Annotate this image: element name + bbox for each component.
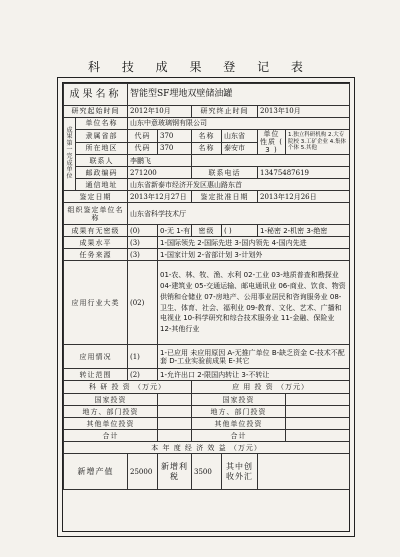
research-invest-title: 科 研 投 资 （万元）	[64, 381, 192, 394]
area-code-label: 代码	[128, 142, 158, 155]
fx-label: 其中创收外汇	[222, 454, 258, 490]
dept-code-value: 370	[158, 130, 192, 143]
dept-label: 隶属省部	[76, 130, 128, 143]
end-time-value: 2013年10月	[258, 106, 350, 118]
fx-value	[258, 454, 350, 490]
phone-label: 联系电话	[192, 167, 258, 179]
task-label: 任务来源	[64, 249, 128, 261]
org-label: 组织鉴定单位名称	[64, 203, 128, 225]
profit-label: 新增利税	[158, 454, 192, 490]
invest-row-other-right: 其他单位投资	[192, 418, 286, 430]
org-value: 山东省科学技术厅	[128, 203, 350, 225]
unit-side-label: 成果第一完成单位	[64, 118, 76, 191]
level-options: 1-国际领先 2-国际先进 3-国内领先 4-国内先进	[158, 237, 350, 249]
task-value: (3)	[128, 249, 158, 261]
transfer-value: (2)	[128, 369, 158, 381]
start-time-value: 2012年10月	[128, 106, 192, 118]
eval-date-value: 2013年12月27日	[128, 191, 192, 203]
form-body	[62, 82, 350, 532]
area-label: 所在地区	[76, 142, 128, 155]
invest-row-local-right: 地方、部门投资	[192, 406, 286, 418]
unit-prop-options: 1.独立科研机构 2.大专院校 3.工矿企业 4.集体个体 5.其他	[286, 130, 350, 155]
address-label: 通信地址	[76, 179, 128, 191]
address-value: 山东省新泰市经济开发区惠山路东首	[128, 179, 350, 191]
invest-row-national-left: 国家投资	[64, 394, 158, 406]
invest-row-total-right: 合计	[192, 430, 286, 442]
dept-code-label: 代码	[128, 130, 158, 143]
unit-name-label: 单位名称	[76, 118, 128, 130]
invest-row-other-left: 其他单位投资	[64, 418, 158, 430]
profit-value: 3500	[192, 454, 222, 490]
secret-level-label: 密级	[192, 225, 222, 237]
zip-value: 271200	[128, 167, 192, 179]
output-value: 25000	[128, 454, 158, 490]
invest-row-local-left: 地方、部门投资	[64, 406, 158, 418]
secret-level-options: 1-秘密 2-机密 3-绝密	[258, 225, 350, 237]
industry-label: 应用行业大类	[64, 261, 128, 345]
apply-options: 1-已应用 未应用原因 A-无推广单位 B-缺乏资金 C-技术不配套 D-工业实验前成果 E-其它	[158, 345, 350, 369]
start-time-label: 研究起始时间	[64, 106, 128, 118]
transfer-label: 转让范围	[64, 369, 128, 381]
dept-name-label: 名称	[192, 130, 222, 143]
secret-level-value: ( )	[222, 225, 258, 237]
invest-row-national-right: 国家投资	[192, 394, 286, 406]
area-code-value: 370	[158, 142, 192, 155]
apply-value: (1)	[128, 345, 158, 369]
eval-date-label: 鉴定日期	[64, 191, 128, 203]
form-title: 科 技 成 果 登 记 表	[88, 60, 312, 74]
secret-options: 0-无 1-有	[158, 225, 192, 237]
registration-table	[63, 83, 350, 490]
apply-label: 应用情况	[64, 345, 128, 369]
result-name-label: 成果名称	[64, 84, 128, 106]
area-name-value: 泰安市	[222, 142, 258, 155]
benefit-title: 本 年 度 经 济 效 益 （万元）	[64, 442, 350, 454]
invest-row-total-left: 合计	[64, 430, 158, 442]
unit-prop-value: ( 3 )	[265, 138, 283, 155]
approve-date-label: 鉴定批准日期	[192, 191, 258, 203]
output-label: 新增产值	[64, 454, 128, 490]
level-label: 成果水平	[64, 237, 128, 249]
zip-label: 邮政编码	[76, 167, 128, 179]
unit-prop-label: 单位性质 ( 3 )	[258, 130, 286, 155]
unit-name-value: 山东中意玻璃钢有限公司	[128, 118, 350, 130]
result-name-value: 智能型SF埋地双壁储油罐	[128, 84, 350, 106]
apply-invest-title: 应 用 投 资 （万元）	[192, 381, 350, 394]
area-name-label: 名称	[192, 142, 222, 155]
level-value: (3)	[128, 237, 158, 249]
contact-label: 联系人	[76, 155, 128, 167]
contact-value: 李鹏飞	[128, 155, 192, 167]
phone-value: 13475487619	[258, 167, 350, 179]
industry-value: (02)	[128, 261, 158, 345]
approve-date-value: 2013年12月26日	[258, 191, 350, 203]
dept-name-value: 山东省	[222, 130, 258, 143]
industry-options: 01-农、林、牧、渔、水利 02-工业 03-地质普查和勘探业 04-建筑业 05-交通运输、邮电通讯业 06-商业、饮食、物资供销和仓储业 07-房地产、公用事业居民和咨询服务业 08-卫生、体育、社会、福利业 09-教育、文化、艺术、广播和电视业 10-科学研究和综合技术服务业 11-金融、保险业 12-其他行业	[158, 261, 350, 345]
transfer-options: 1-允许出口 2-限国内转让 3-不转让	[158, 369, 350, 381]
secret-label: 成果有无密级	[64, 225, 128, 237]
task-options: 1-国家计划 2-省部计划 3-计划外	[158, 249, 350, 261]
end-time-label: 研究终止时间	[192, 106, 258, 118]
secret-value: (0)	[128, 225, 158, 237]
